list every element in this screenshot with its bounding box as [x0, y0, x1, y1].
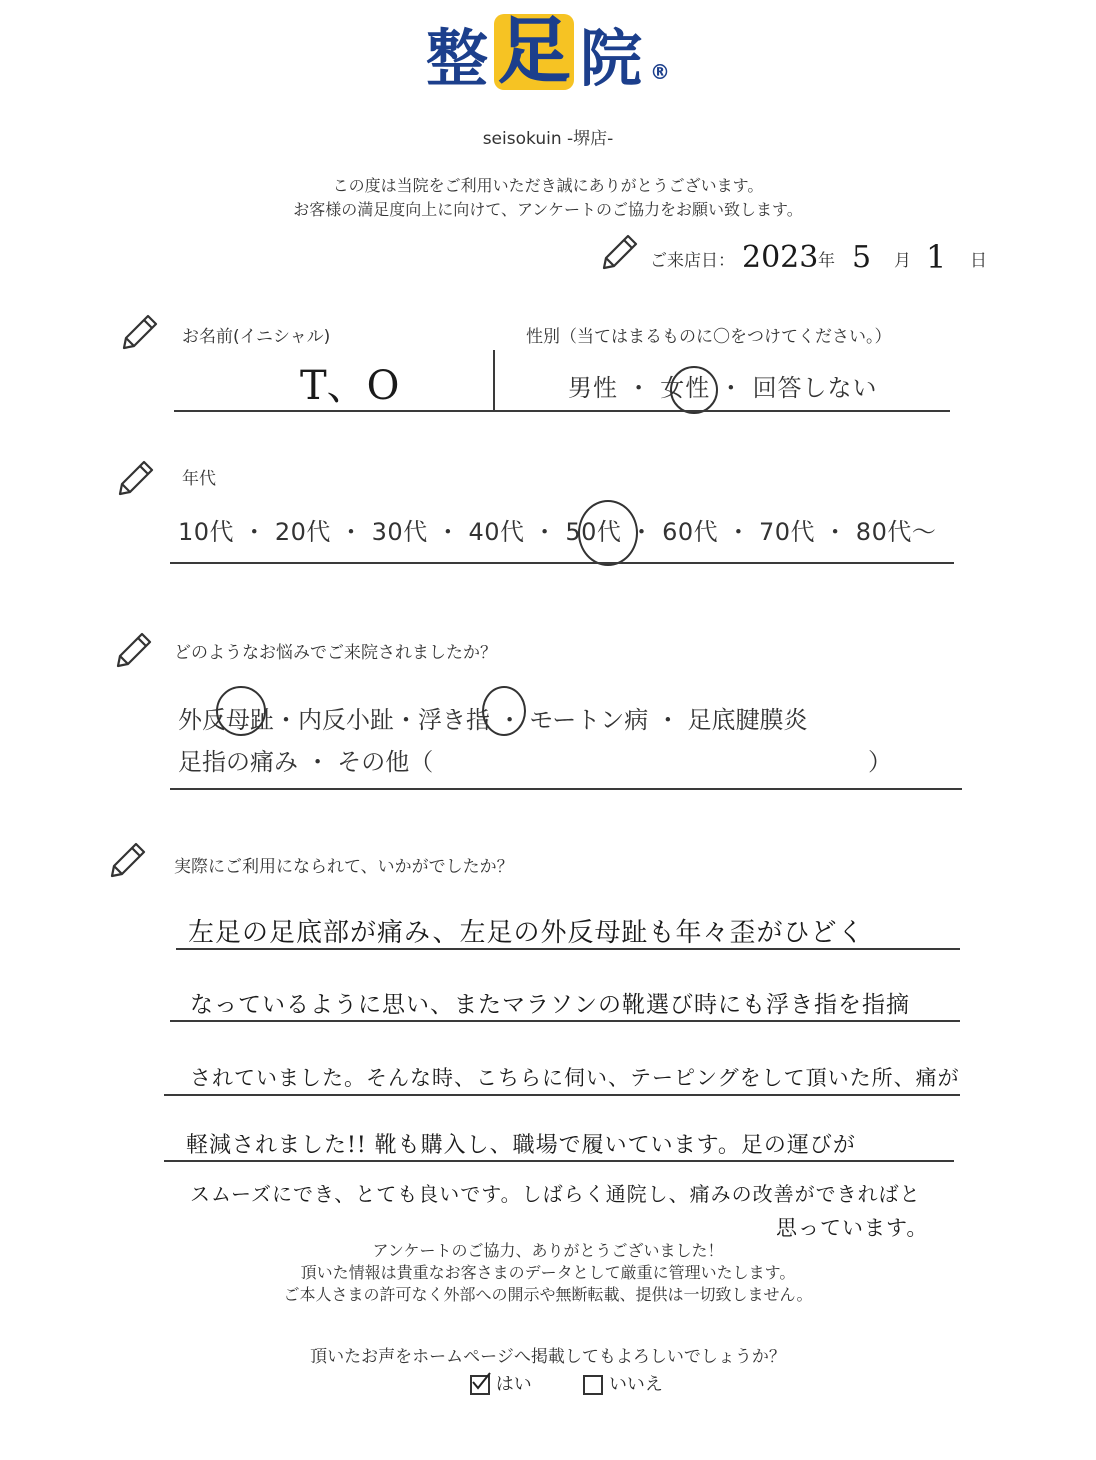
comment-rule-4 — [164, 1160, 954, 1162]
yes-label: はい — [495, 1374, 532, 1395]
age-selection-circle — [578, 500, 638, 566]
day-unit: 日 — [970, 251, 987, 271]
comment-line-4: 軽減されました!! 靴も購入し、職場で履いています。足の運びが — [186, 1133, 856, 1158]
pencil-icon — [110, 628, 154, 672]
no-checkbox[interactable] — [583, 1375, 603, 1395]
age-option-10s[interactable]: 10代 — [178, 518, 235, 546]
separator: ・ — [532, 518, 558, 546]
age-option-30s[interactable]: 30代 — [371, 518, 428, 546]
separator: ・ — [626, 374, 652, 402]
footer-privacy-2: ご本人さまの許可なく外部への開示や無断転載、提供は一切致しません。 — [283, 1285, 813, 1304]
footer-privacy-1: 頂いた情報は貴重なお客さまのデータとして厳重に管理いたします。 — [300, 1263, 796, 1282]
age-option-70s[interactable]: 70代 — [758, 518, 816, 546]
age-option-60s[interactable]: 60代 — [662, 518, 719, 546]
visit-date-label: ご来店日： — [650, 251, 735, 271]
gender-option-female[interactable]: 女性 — [660, 374, 711, 402]
logo-char-sei: 整 — [425, 21, 488, 95]
comment-line-5: スムーズにでき、とても良いです。しばらく通院し、痛みの改善ができればと — [190, 1182, 921, 1206]
name-gender-divider — [493, 350, 495, 410]
comment-line-3: されていました。そんな時、こちらに伺い、テーピングをして頂いた所、痛が — [190, 1066, 960, 1090]
visit-year-value: 2023 — [742, 240, 819, 275]
concern-circle-hallux-valgus — [216, 686, 266, 736]
age-option-80s[interactable]: 80代〜 — [855, 518, 937, 546]
age-options — [178, 512, 936, 547]
logo-char-soku: 足 — [494, 14, 574, 90]
intro-line-1: この度は当院をご利用いただき誠にありがとうございます。 — [332, 176, 764, 195]
age-option-40s[interactable]: 40代 — [468, 518, 525, 546]
publish-question: 頂いたお声をホームページへ掲載してもよろしいでしょうか？ — [310, 1347, 786, 1367]
separator: ・ — [629, 518, 654, 546]
separator: ・ — [823, 518, 848, 546]
visit-month-value: 5 — [852, 240, 872, 275]
yes-checkbox[interactable] — [470, 1375, 490, 1395]
name-label: お名前(イニシャル) — [182, 327, 331, 347]
gender-option-male[interactable]: 男性 — [568, 374, 618, 402]
concern-underline — [170, 788, 962, 790]
registered-mark: ® — [650, 59, 671, 84]
age-option-20s[interactable]: 20代 — [274, 518, 331, 546]
concern-options-line2[interactable]: 足指の痛み ・ その他（ — [178, 748, 434, 776]
gender-label: 性別（当てはまるものに〇をつけてください。） — [526, 327, 892, 347]
concern-label: どのようなお悩みでご来院されましたか？ — [174, 643, 497, 663]
concern-options-line1[interactable]: 外反母趾・内反小趾・浮き指 ・ モートン病 ・ 足底腱膜炎 — [178, 706, 808, 734]
age-underline — [170, 562, 954, 564]
name-value: T、O — [300, 363, 400, 409]
gender-option-no-answer[interactable]: 回答しない — [752, 374, 878, 402]
age-option-50s[interactable]: 50代 — [565, 518, 622, 546]
logo — [0, 9, 1096, 95]
comment-rule-1 — [176, 948, 960, 950]
logo-char-in: 院 — [580, 21, 643, 95]
separator: ・ — [242, 518, 267, 546]
separator: ・ — [718, 374, 744, 402]
intro-line-2: お客様の満足度向上に向けて、アンケートのご協力をお願い致します。 — [293, 200, 803, 219]
separator: ・ — [726, 518, 751, 546]
pencil-icon — [596, 230, 640, 274]
intro-text — [0, 174, 1096, 222]
year-unit: 年 — [818, 251, 835, 271]
visit-day-value: 1 — [926, 238, 947, 276]
separator: ・ — [435, 518, 461, 546]
age-label: 年代 — [182, 469, 216, 489]
concern-circle-floating-toe — [482, 686, 526, 736]
pencil-icon — [112, 456, 156, 500]
comment-rule-2 — [170, 1020, 960, 1022]
separator: ・ — [339, 518, 364, 546]
experience-label: 実際にご利用になられて、いかがでしたか？ — [174, 857, 514, 877]
footer-thanks: アンケートのご協力、ありがとうございました！ — [372, 1241, 724, 1260]
comment-line-1: 左足の足底部が痛み、左足の外反母趾も年々歪がひどく — [188, 918, 865, 948]
publish-options — [470, 1370, 663, 1396]
month-unit: 月 — [894, 251, 911, 271]
store-subtitle: seisokuin -堺店- — [482, 129, 614, 149]
comment-line-6: 思っています。 — [776, 1216, 929, 1240]
comment-line-2: なっているように思い、またマラソンの靴選び時にも浮き指を指摘 — [190, 992, 910, 1018]
pencil-icon — [104, 838, 148, 882]
gender-selection-circle — [670, 366, 718, 414]
name-underline — [174, 410, 950, 412]
no-label: いいえ — [608, 1374, 663, 1395]
gender-options — [568, 368, 878, 403]
check-icon — [470, 1371, 492, 1393]
concern-other-close: ） — [868, 748, 893, 776]
pencil-icon — [116, 310, 160, 354]
footer-text — [0, 1240, 1096, 1306]
comment-rule-3 — [164, 1094, 960, 1096]
